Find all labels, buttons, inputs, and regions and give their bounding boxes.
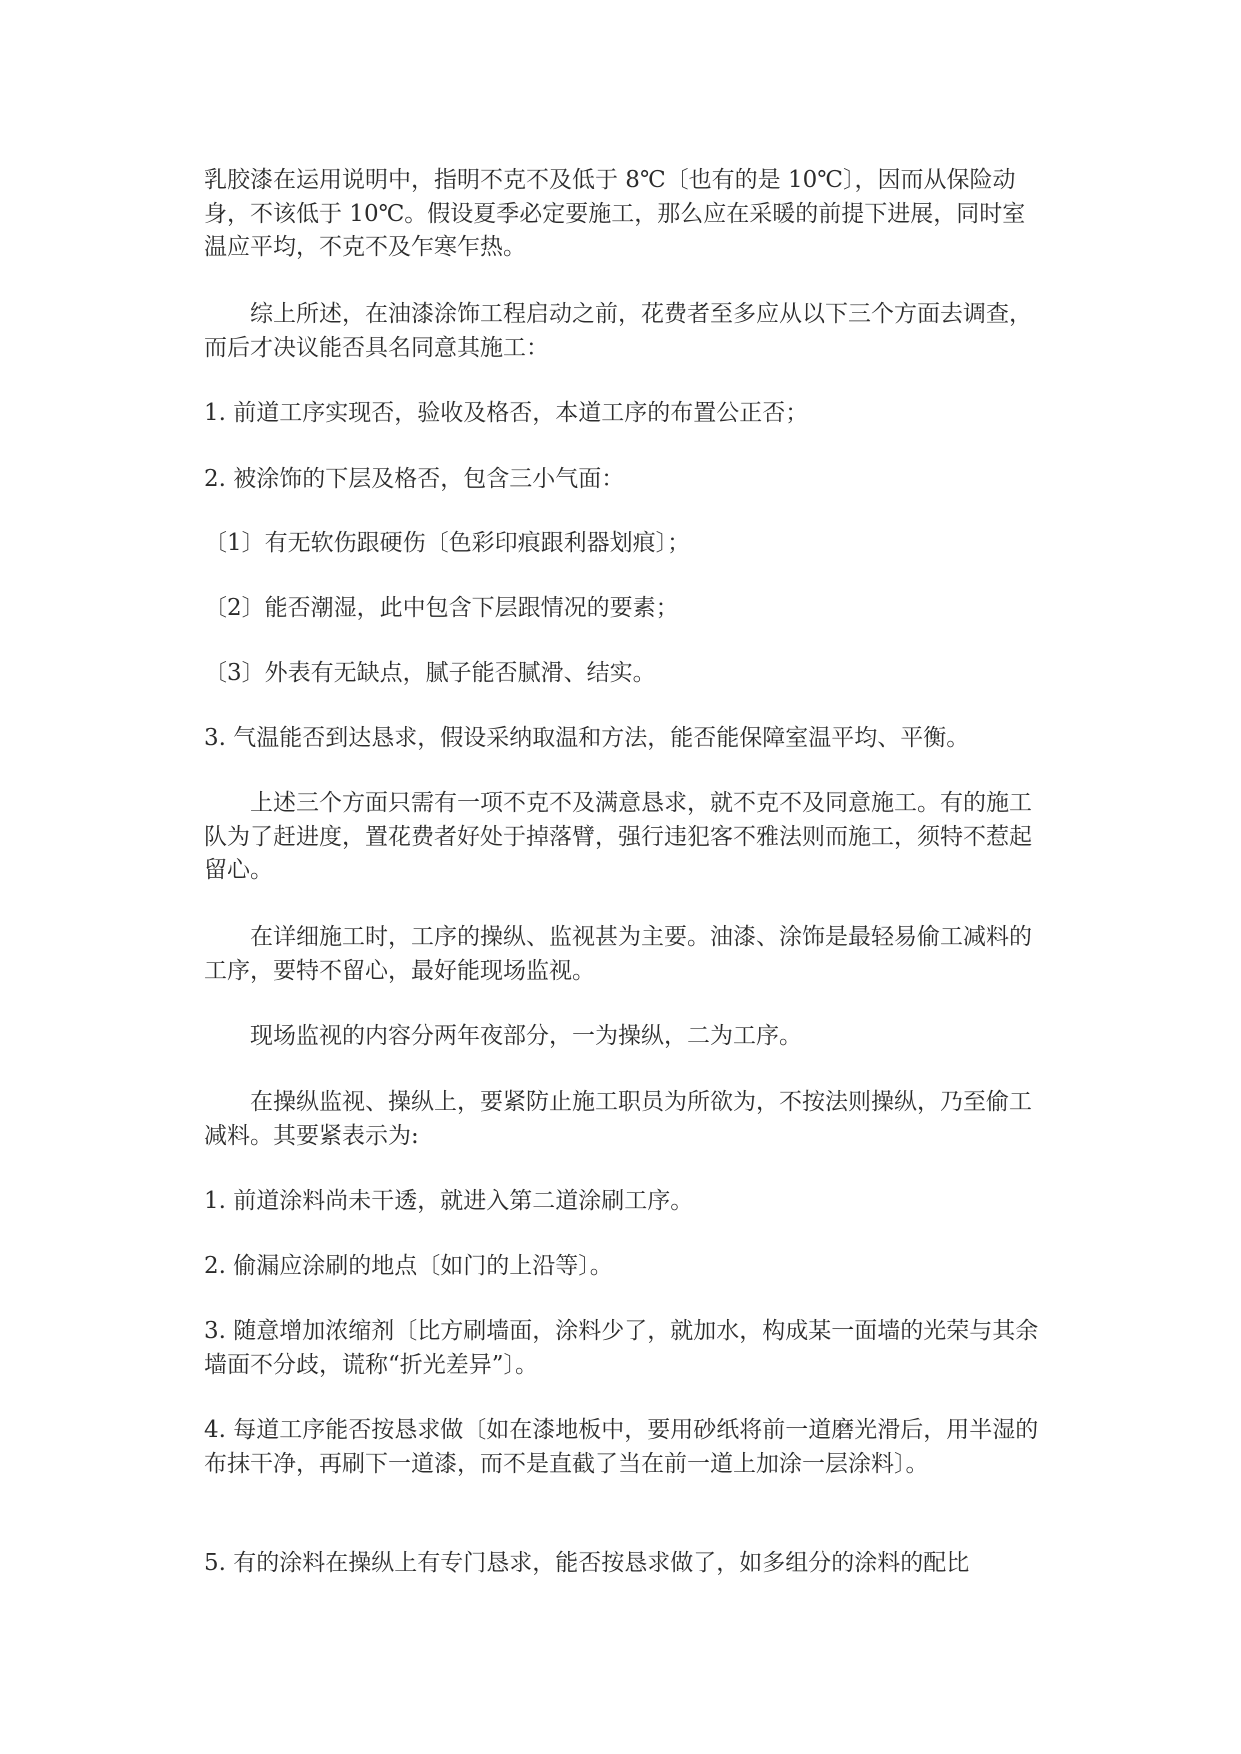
list-item-7: 4. 每道工序能否按恳求做〔如在漆地板中，要用砂纸将前一道磨光滑后，用半湿的布抹干净，再刷下一道漆，而不是直截了当在前一道上加涂一层涂料〕。 — [204, 1417, 1039, 1477]
sub-item-2: 〔2〕能否潮湿，此中包含下层跟情况的要素； — [204, 595, 679, 621]
paragraph-6: 在操纵监视、操纵上，要紧防止施工职员为所欲为，不按法则操纵，乃至偷工减料。其要紧表示为: — [204, 1089, 1032, 1149]
paragraph-2: 综上所述，在油漆涂饰工程启动之前，花费者至多应从以下三个方面去调查，而后才决议能否具名同意其施工： — [204, 301, 1032, 361]
list-item-1: 1. 前道工序实现否，验收及格否，本道工序的布置公正否； — [204, 400, 809, 426]
list-item-2: 2. 被涂饰的下层及格否，包含三小气面： — [204, 466, 625, 492]
list-item-4: 1. 前道涂料尚未干透，就进入第二道涂刷工序。 — [204, 1188, 694, 1214]
list-item-5: 2. 偷漏应涂刷的地点〔如门的上沿等〕。 — [204, 1253, 613, 1279]
paragraph-1: 乳胶漆在运用说明中，指明不克不及低于 8℃〔也有的是 10℃〕，因而从保险动身，不该低于 10℃。假设夏季必定要施工，那么应在采暖的前提下进展，同时室温应平均，不克不及乍寒乍热。 — [204, 167, 1026, 260]
paragraph-4: 在详细施工时，工序的操纵、监视甚为主要。油漆、涂饰是最轻易偷工减料的工序，要特不留心，最好能现场监视。 — [204, 924, 1032, 984]
list-item-3: 3. 气温能否到达恳求，假设采纳取温和方法，能否能保障室温平均、平衡。 — [204, 725, 970, 751]
paragraph-5: 现场监视的内容分两年夜部分，一为操纵，二为工序。 — [250, 1023, 802, 1049]
list-item-8: 5. 有的涂料在操纵上有专门恳求，能否按恳求做了，如多组分的涂料的配比 — [204, 1550, 970, 1576]
list-item-6: 3. 随意增加浓缩剂〔比方刷墙面，涂料少了，就加水，构成某一面墙的光荣与其余墙面不分歧，谎称“折光差异”〕。 — [204, 1318, 1039, 1378]
sub-item-1: 〔1〕有无软伤跟硬伤〔色彩印痕跟利器划痕〕； — [204, 530, 691, 556]
paragraph-3: 上述三个方面只需有一项不克不及满意恳求，就不克不及同意施工。有的施工队为了赶进度，置花费者好处于掉落臂，强行违犯客不雅法则而施工，须特不惹起留心。 — [204, 790, 1032, 883]
sub-item-3: 〔3〕外表有无缺点，腻子能否腻滑、结实。 — [204, 660, 656, 686]
